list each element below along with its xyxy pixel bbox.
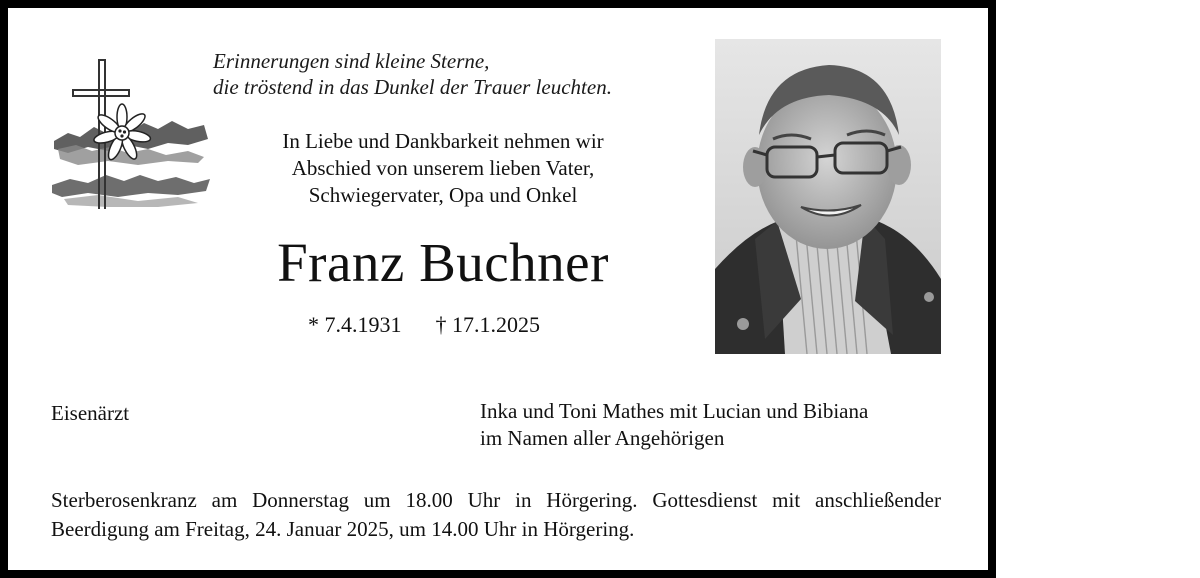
deceased-name: Franz Buchner bbox=[277, 232, 609, 293]
birth-date: * 7.4.1931 bbox=[308, 312, 402, 337]
mourners bbox=[480, 398, 960, 452]
farewell-line-1: In Liebe und Dankbarkeit nehmen wir bbox=[282, 129, 604, 153]
farewell-line-2: Abschied von unserem lieben Vater, bbox=[291, 156, 595, 180]
farewell-line-3: Schwiegervater, Opa und Onkel bbox=[308, 183, 578, 207]
death-date: † 17.1.2025 bbox=[435, 312, 540, 337]
service-line-2: anschließender Beerdigung am Freitag, 24. Januar 2025, um 14.00 Uhr in Hörgering. bbox=[51, 488, 941, 541]
funeral-service-info bbox=[51, 486, 941, 544]
cross-edelweiss-mountains-icon bbox=[48, 53, 218, 213]
mourners-line-1: Inka und Toni Mathes mit Lucian und Bibiana bbox=[480, 399, 869, 423]
quote-line-2: die tröstend in das Dunkel der Trauer leuchten. bbox=[213, 75, 612, 99]
service-line-1: Sterberosenkranz am Donnerstag um 18.00 Uhr in Hörgering. Gottesdienst mit bbox=[51, 488, 801, 512]
farewell-text bbox=[198, 128, 688, 209]
life-dates bbox=[308, 311, 540, 339]
residence-place: Eisenärzt bbox=[51, 401, 130, 425]
quote-line-1: Erinnerungen sind kleine Sterne, bbox=[213, 49, 490, 73]
portrait-photo bbox=[715, 39, 941, 354]
mourners-line-2: im Namen aller Angehörigen bbox=[480, 426, 725, 450]
memorial-quote bbox=[213, 48, 693, 100]
